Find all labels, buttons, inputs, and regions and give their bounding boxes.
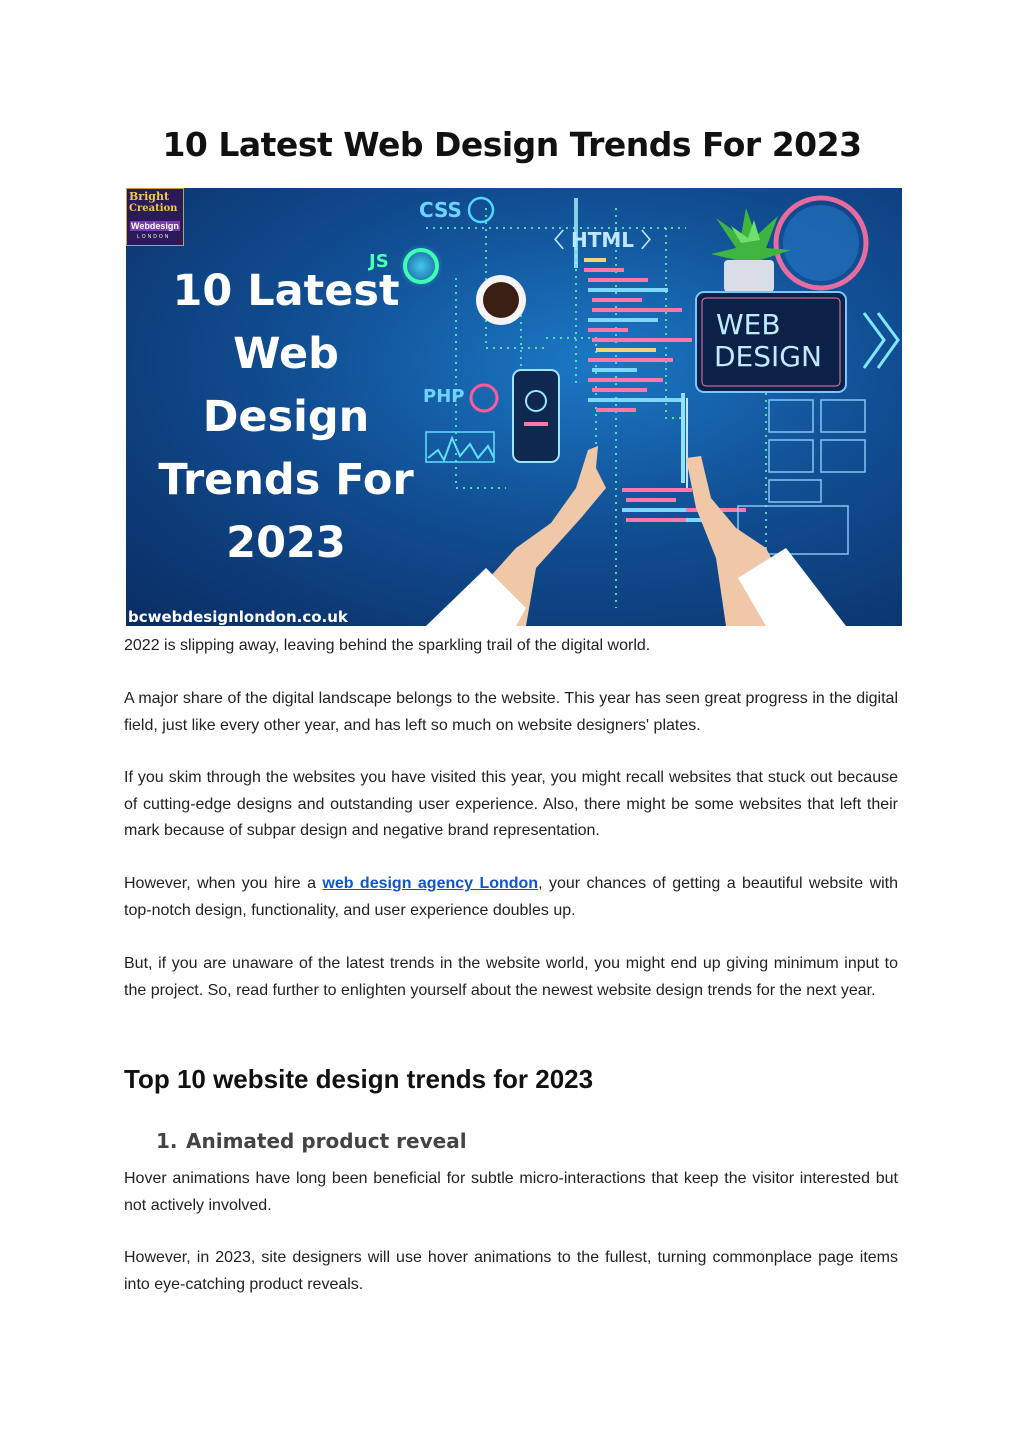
- web-label: WEB: [716, 308, 781, 341]
- intro-paragraph-2: [124, 686, 898, 739]
- html-label-text: HTML: [570, 228, 634, 252]
- paragraph-text: [124, 871, 898, 924]
- css-ring: [469, 198, 493, 222]
- hero-line-1: 10 Latest: [172, 266, 400, 316]
- paragraph-text-before-link: However, when you hire a: [124, 875, 323, 892]
- paragraph-text: However, in 2023, site designers will use hover animations to the fullest, turning commonplace page items into eye-catching product reveals.: [124, 1249, 898, 1293]
- page-title: 10 Latest Web Design Trends For 2023: [162, 125, 862, 164]
- design-label: DESIGN: [714, 340, 822, 373]
- paragraph-text: If you skim through the websites you have visited this year, you might recall websites that stuck out because of cutting-edge designs and outstanding user experience. Also, there might be some websites that left their mark because of subpar design and negative brand representation.: [124, 769, 898, 839]
- hero-headline: [126, 260, 446, 575]
- php-label: PHP: [423, 386, 465, 407]
- intro-paragraph-5: [124, 951, 898, 1004]
- hero-domain: bcwebdesignlondon.co.uk: [128, 608, 348, 626]
- logo-text-london: LONDON: [137, 234, 171, 240]
- paragraph-text-after-link: , your chances of getting a beautiful website with top-notch design, functionality, and user experience doubles up.: [124, 875, 899, 919]
- js-label: JS: [369, 251, 389, 272]
- brand-logo: [126, 188, 184, 246]
- hero-line-5: 2023: [226, 518, 346, 568]
- wireframe-tiles: [738, 400, 865, 554]
- plant: [711, 208, 791, 292]
- hands: [426, 446, 846, 626]
- hero-image: [126, 188, 902, 626]
- php-ring: [471, 385, 497, 411]
- hero-line-3: Design: [202, 392, 370, 442]
- paragraph-text: But, if you are unaware of the latest trends in the website world, you might end up giving minimum input to the project. So, read further to enlighten yourself about the newest website design trends for the next year.: [124, 955, 898, 999]
- html-label: 〈 HTML 〉: [544, 228, 661, 252]
- paragraph-text: Hover animations have long been beneficial for subtle micro-interactions that keep the visitor interested but not actively involved.: [124, 1170, 898, 1214]
- item-paragraph-2: [124, 1245, 898, 1298]
- paragraph-text: A major share of the digital landscape belongs to the website. This year has seen great progress in the digital field, just like every other year, and has left so much on website designers' plates.: [124, 690, 898, 734]
- item-number: 1.: [156, 1129, 178, 1153]
- section-heading: Top 10 website design trends for 2023: [124, 1064, 594, 1094]
- intro-paragraph-1: [124, 633, 898, 660]
- intro-paragraph-3: [124, 765, 898, 845]
- hero-line-2: Web: [233, 329, 339, 379]
- item-heading: [156, 1129, 467, 1153]
- paragraph-text: 2022 is slipping away, leaving behind the sparkling trail of the digital world.: [124, 637, 651, 654]
- css-label: CSS: [419, 198, 462, 222]
- hero-line-4: Trends For: [158, 455, 414, 505]
- phone: [513, 370, 559, 462]
- intro-paragraph-4: [124, 871, 898, 924]
- item-title: Animated product reveal: [186, 1129, 467, 1153]
- logo-text-bright: Bright: [129, 190, 170, 203]
- agency-link[interactable]: web design agency London: [322, 875, 539, 892]
- chevrons-icon: [864, 313, 898, 368]
- logo-text-webdesign: Webdesign: [131, 221, 179, 231]
- logo-text-creation: Creation: [129, 203, 178, 214]
- item-paragraph-1: [124, 1166, 898, 1219]
